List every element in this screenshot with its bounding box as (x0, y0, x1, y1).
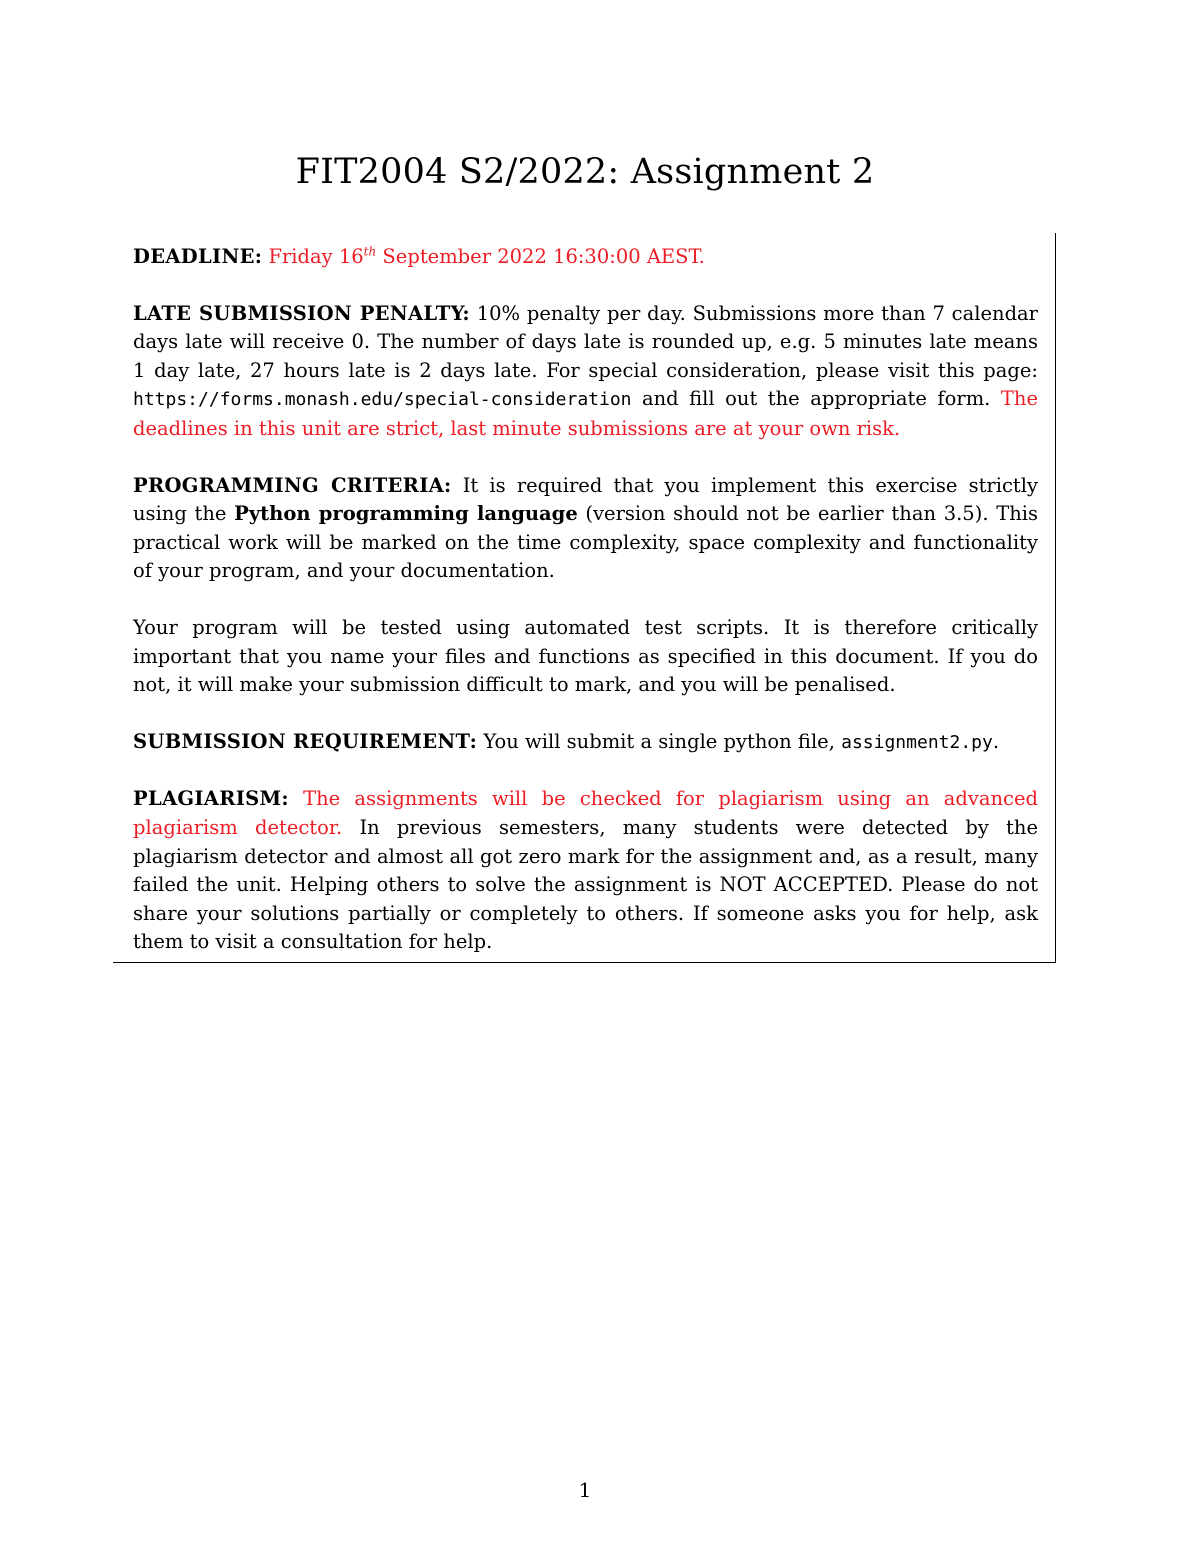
deadline-value (268, 245, 704, 268)
submission-requirement-label: SUBMISSION REQUIREMENT: (133, 729, 478, 753)
deadline-paragraph (133, 243, 1038, 272)
programming-criteria-text: It is required that you implement this exercise strictly using the (133, 473, 1039, 526)
programming-criteria-paragraph (133, 472, 1038, 586)
programming-criteria-label: PROGRAMMING CRITERIA: (133, 473, 452, 497)
late-penalty-text: 10% penalty per day. Submissions more than 7 calendar days late will receive 0. The number of days late is rounded up, e.g. 5 minutes late means 1 day late, 27 hours late is 2 days late. For special consideration, please visit this page: (133, 301, 1038, 382)
plagiarism-warning: The assignments will be checked for plagiarism using an advanced plagiarism detector. (133, 787, 1038, 839)
submission-requirement-text: You will submit a single python file, (477, 729, 842, 753)
plagiarism-label: PLAGIARISM: (133, 787, 289, 811)
python-language: Python programming language (234, 502, 578, 526)
deadline-label: DEADLINE: (133, 245, 263, 268)
programming-criteria-text-2: (version should not be earlier than 3.5). This practical work will be marked on the time complexity, space complexity and functionality of your program, and your documentation. (133, 502, 1039, 583)
late-penalty-text-2: and fill out the appropriate form. (631, 387, 1001, 411)
deadline-day-suffix: th (363, 244, 377, 259)
submission-filename: assignment2.py (841, 731, 993, 753)
info-box-content (133, 243, 1038, 985)
plagiarism-text: In previous semesters, many students were detected by the plagiarism detector and almost all got zero mark for the assignment and, as a result, many failed the unit. Helping others to solve the assignment is NOT ACCEPTED. Please do not share your solutions partially or completely to others. If someone asks you for help, ask them to visit a consultation for help. (133, 815, 1038, 954)
plagiarism-paragraph (133, 785, 1038, 957)
late-penalty-label: LATE SUBMISSION PENALTY: (133, 301, 470, 325)
special-consideration-link[interactable]: https://forms.monash.edu/special-consideration (133, 389, 632, 411)
late-penalty-paragraph (133, 300, 1038, 444)
deadline-strict-warning: The deadlines in this unit are strict, last minute submissions are at your own risk. (133, 387, 1038, 440)
page-number: 1 (578, 1478, 592, 1502)
submission-requirement-paragraph (133, 728, 1038, 758)
testing-note-paragraph: Your program will be tested using automated test scripts. It is therefore critically important that you name your files and functions as specified in this document. If you do not, it will make your submission difficult to mark, and you will be penalised. (133, 615, 1038, 697)
submission-period: . (992, 729, 1000, 753)
deadline-day: Friday 16 (268, 245, 364, 268)
document-title: FIT2004 S2/2022: Assignment 2 (295, 152, 875, 192)
deadline-rest: September 2022 16:30:00 AEST. (376, 245, 705, 268)
